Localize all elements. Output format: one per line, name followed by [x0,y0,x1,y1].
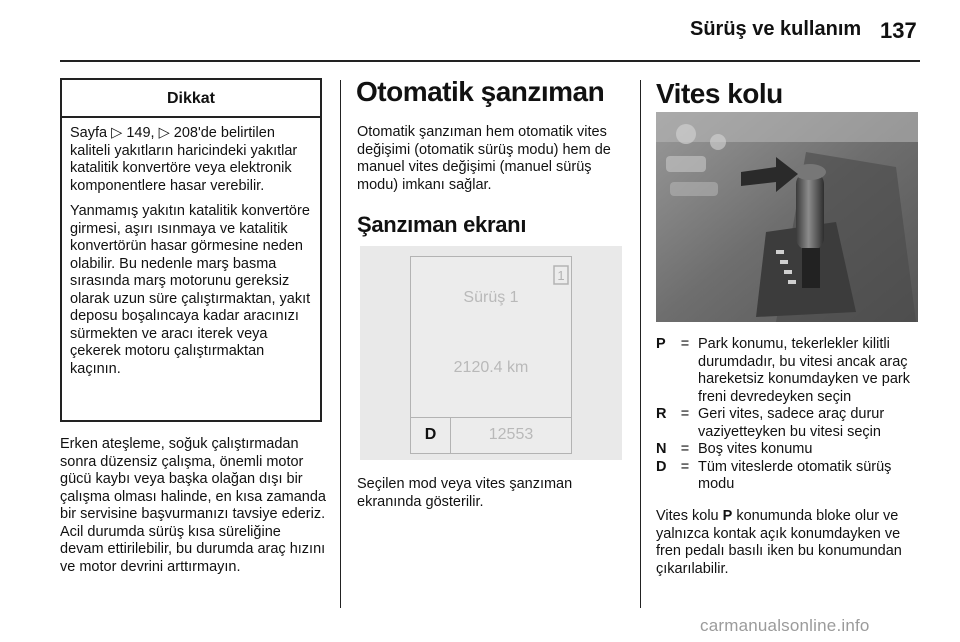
gear-key: N [656,441,667,457]
display-odometer: 12553 [488,426,534,443]
column-divider [640,80,641,608]
warning-paragraph-2: Yanmamış yakıtın katalitik konvertöre girmesi, aşırı ısınmaya ve katalitik konvertörün hasar görmesine neden olabilir. Bu nedenle marş basma sırasında marş motorunu gereksiz olarak uzun süre çalıştırmaktan, yakıt deposu boşalıncaya kadar aracınızı sürmekten ve aracı iterek veya çekerek motoru çalıştırmaktan kaçının. [70,203,311,377]
warning-para1-ref2: 208'de belirtilen [173,125,275,141]
automatic-transmission-intro: Otomatik şanzıman hem otomatik vites değişimi (otomatik sürüş modu) hem de manuel vites değişimi (manuel sürüş modu) imkanı sağlar. [357,124,611,193]
gear-key: P [656,336,666,352]
transmission-display-title: Şanzıman ekranı [357,212,527,237]
column-divider [340,80,341,608]
gear-description: Tüm viteslerde otomatik sürüş modu [698,458,892,492]
gear-separator: = [680,441,690,457]
trip-icon [553,265,569,285]
note-rest: konumunda bloke olur ve yalnızca kontak açık konumdayken ve fren pedalı basılı iken bu konumundan çıkarılabilir. [656,508,902,577]
page-ref-icon: ▷ [158,125,170,141]
warning-para1-prefix: Sayfa [70,125,108,141]
transmission-display-caption: Seçilen mod veya vites şanzıman ekranında gösterilir. [357,476,573,510]
section-title: Sürüş ve kullanım [690,18,862,40]
display-gear-indicator: D [411,418,451,453]
list-item [656,459,922,494]
warning-title: Dikkat [62,80,320,118]
transmission-display [410,256,572,454]
gear-separator: = [680,336,690,352]
selector-lever-photo [656,112,918,322]
gear-separator: = [680,406,690,422]
list-item [656,441,922,459]
gear-lever-illustration [656,112,918,322]
gear-description: Geri vites, sadece araç durur vaziyetteyken bu vitesi seçin [698,406,885,440]
list-item [656,406,922,441]
display-bottom-row [411,417,571,453]
warning-para1-ref1: 149, [126,125,155,141]
gear-description: Boş vites konumu [698,441,813,457]
warning-para1-rest: kaliteli yakıtların haricindeki yakıtlar katalitik konvertöre veya elektronik komponentlere hasar verebilir. [70,142,298,194]
page-number: 137 [880,18,917,43]
gear-description: Park konumu, tekerlekler kilitli durumdadır, bu vitesi ancak araç hareketsiz konumdayken ve park freni devredeyken seçin [698,336,910,405]
display-trip-distance: 2120.4 km [453,359,529,376]
warning-paragraph-1 [70,125,314,195]
gear-separator: = [680,458,690,475]
selector-lever-note [656,508,924,578]
header-divider [60,60,920,62]
warning-box [60,78,322,422]
col1-body: Erken ateşleme, soğuk çalıştırmadan sonra düzensiz çalışma, önemli motor gücü kaybı veya başka olağan dışı bir çalışma olması halinde, en kısa zamanda bir servisine başvurmanızı tavsiye ederiz. Acil durumda sürüş kısa süreliğine devam ettirilebilir, bu durumda araç hızını ve motor devrini arttırmayın. [60,436,326,575]
display-trip-label: Sürüş 1 [463,289,519,306]
gear-key: R [656,406,667,422]
automatic-transmission-title: Otomatik şanzıman [356,76,605,107]
note-bold-gear: P [722,508,733,524]
trip-icon-label: 1 [557,268,565,283]
list-item [656,336,922,406]
gear-key: D [656,458,667,475]
selector-lever-title: Vites kolu [656,78,783,109]
note-prefix: Vites kolu [656,508,719,524]
page-ref-icon: ▷ [111,125,123,141]
gear-position-list [656,336,922,494]
watermark: carmanualsonline.info [700,616,870,635]
